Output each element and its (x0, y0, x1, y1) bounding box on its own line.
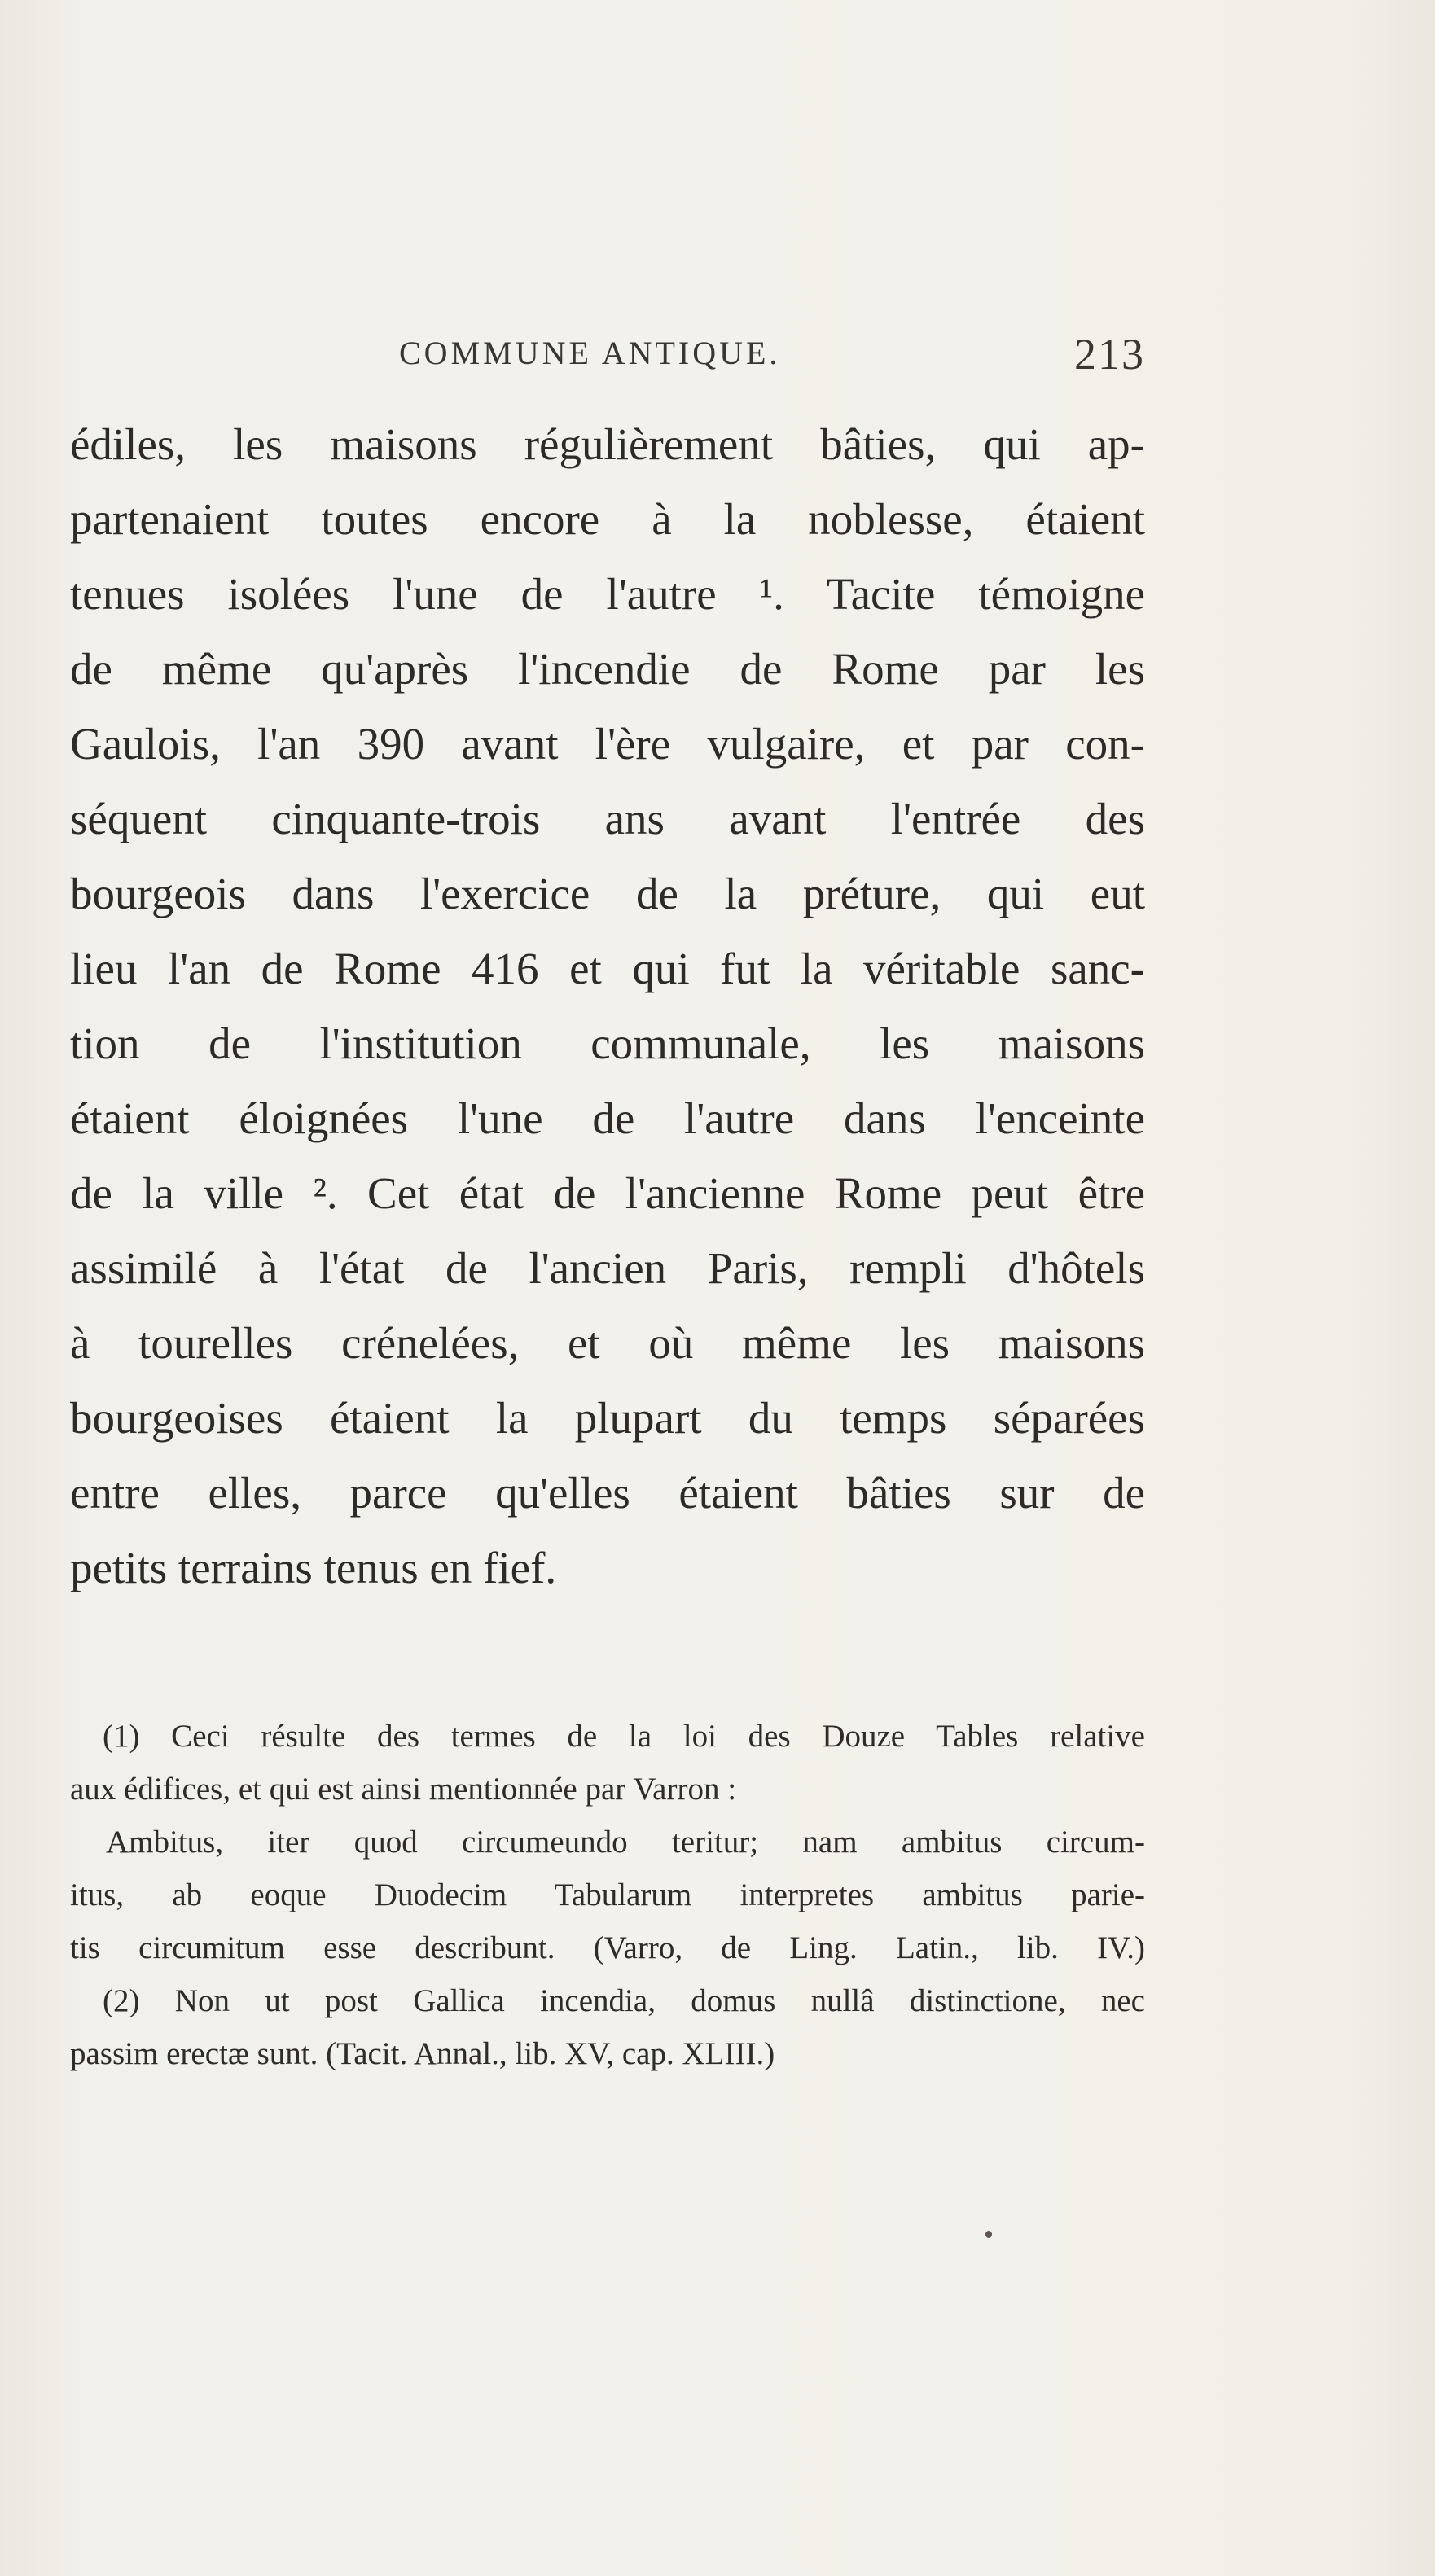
text-line: à tourelles crénelées, et où même les maisons (70, 1318, 1145, 1368)
text-line: petits terrains tenus en fief. (70, 1543, 557, 1592)
page-header (70, 329, 1145, 378)
footnote-1-quote-line: tis circumitum esse describunt. (Varro, de Ling. Latin., lib. IV.) (70, 1930, 1145, 1965)
footnotes (70, 1710, 1145, 2080)
footnote-1-quote-line: Ambitus, iter quod circumeundo teritur; nam ambitus circum- (106, 1825, 1145, 1860)
footnote-1-quote-line: itus, ab eoque Duodecim Tabularum interpretes ambitus parie- (70, 1877, 1145, 1912)
running-title: COMMUNE ANTIQUE. (399, 335, 781, 371)
text-line: Gaulois, l'an 390 avant l'ère vulgaire, et par con- (70, 719, 1145, 769)
text-line: édiles, les maisons régulièrement bâties, qui ap- (70, 419, 1145, 469)
footnote-1-line: aux édifices, et qui est ainsi mentionnée par Varron : (70, 1772, 737, 1807)
text-line: partenaient toutes encore à la noblesse, étaient (70, 494, 1145, 544)
text-line: lieu l'an de Rome 416 et qui fut la véritable sanc- (70, 944, 1145, 993)
footnote-2-line: (2) Non ut post Gallica incendia, domus nullâ distinctione, nec (103, 1983, 1145, 2018)
footnote-2-line: passim erectæ sunt. (Tacit. Annal., lib. XV, cap. XLIII.) (70, 2036, 775, 2071)
text-line: bourgeoises étaient la plupart du temps séparées (70, 1393, 1145, 1443)
text-line: de même qu'après l'incendie de Rome par les (70, 644, 1145, 694)
text-line: séquent cinquante-trois ans avant l'entrée des (70, 794, 1145, 843)
text-line: de la ville ². Cet état de l'ancienne Rome peut être (70, 1168, 1145, 1218)
main-text (70, 407, 1145, 1606)
text-line: tion de l'institution communale, les maisons (70, 1019, 1145, 1068)
text-line: entre elles, parce qu'elles étaient bâties sur de (70, 1468, 1145, 1518)
text-line: assimilé à l'état de l'ancien Paris, rempli d'hôtels (70, 1243, 1145, 1293)
footnote-1-line: (1) Ceci résulte des termes de la loi des Douze Tables relative (103, 1719, 1145, 1754)
text-line: étaient éloignées l'une de l'autre dans l'enceinte (70, 1093, 1145, 1143)
text-line: bourgeois dans l'exercice de la préture, qui eut (70, 869, 1145, 918)
page-number: 213 (1074, 330, 1145, 379)
text-line: tenues isolées l'une de l'autre ¹. Tacite témoigne (70, 569, 1145, 619)
ink-speck (985, 2231, 992, 2238)
